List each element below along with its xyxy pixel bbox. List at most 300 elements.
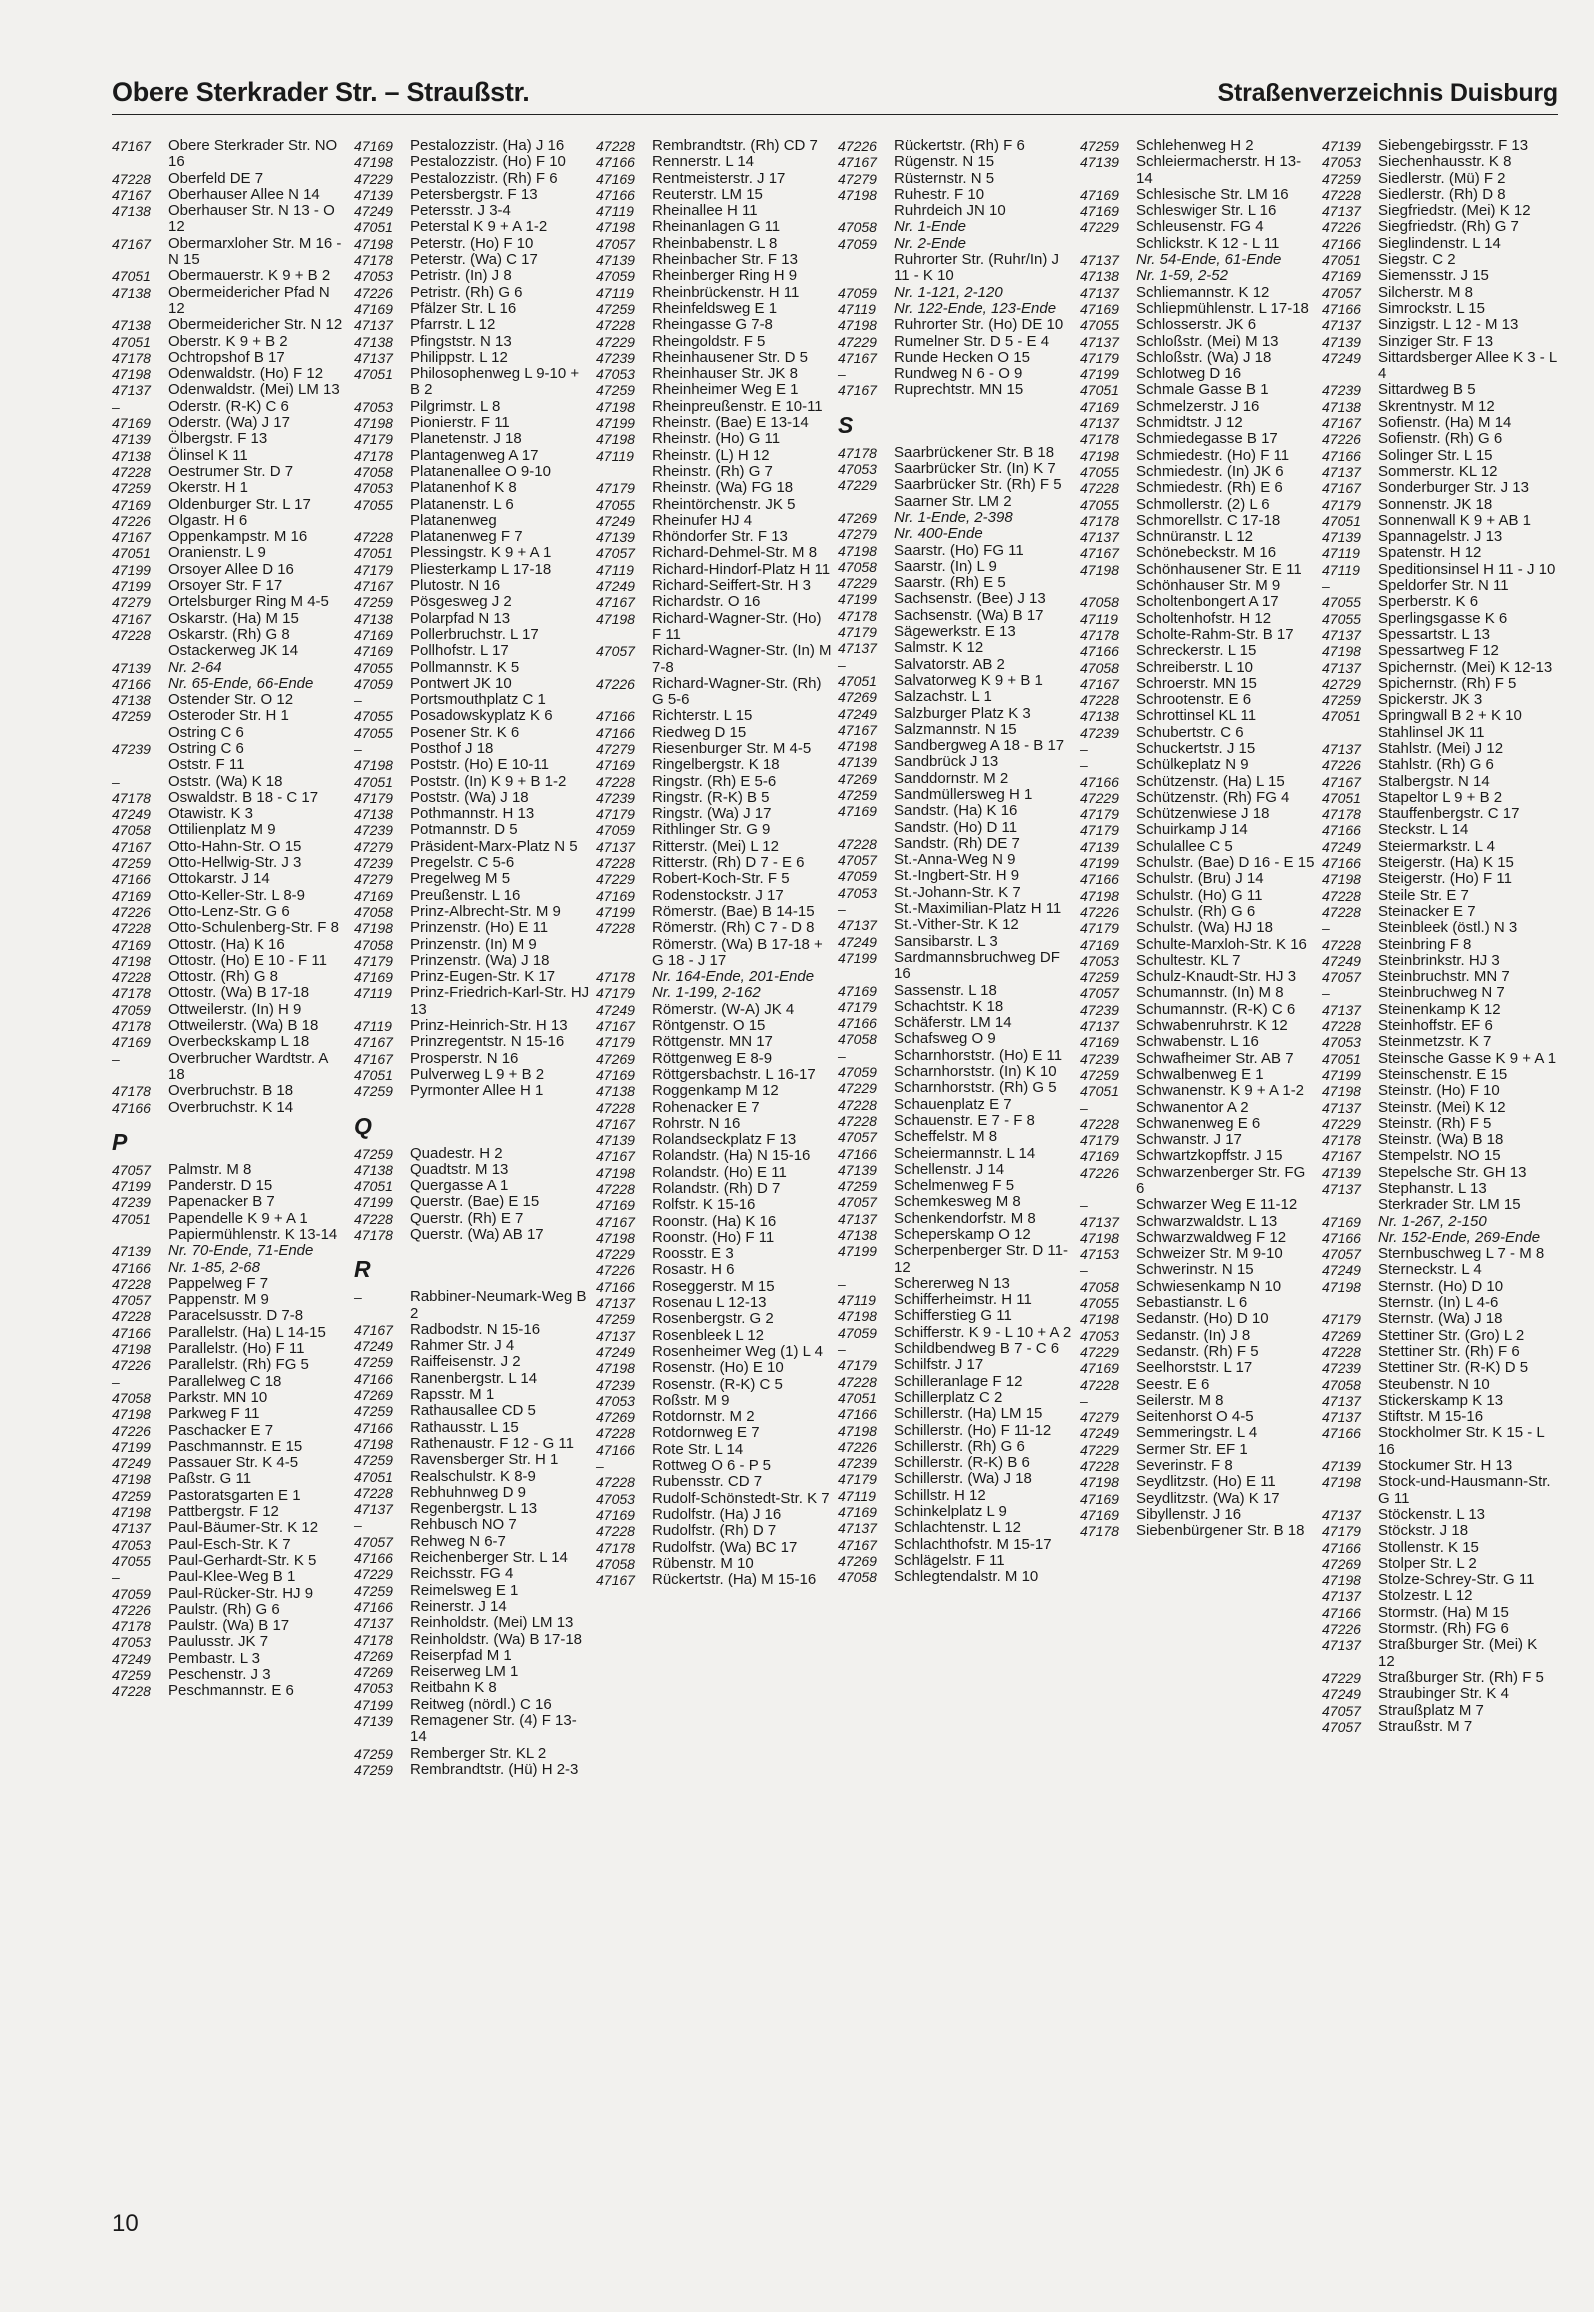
street-entry: [596, 643, 838, 676]
street-entry: [1080, 578, 1322, 594]
postal-code: 47259: [354, 1145, 393, 1162]
postal-code: 47199: [354, 1194, 393, 1211]
postal-code: 47055: [1080, 496, 1119, 513]
postal-code: 47169: [1080, 300, 1119, 317]
street-name: Prinzenstr. (In) M 9: [410, 935, 537, 953]
street-entry: [354, 1632, 596, 1648]
street-name: Parkweg F 11: [168, 1405, 260, 1423]
postal-code: 47137: [1080, 1213, 1119, 1230]
street-name: Peterstal K 9 + A 1-2: [410, 218, 548, 236]
postal-code: 47178: [112, 789, 151, 806]
street-entry: [838, 171, 1080, 187]
postal-code: 47137: [1322, 317, 1361, 334]
postal-code: 47249: [1322, 1686, 1361, 1703]
postal-code: 47053: [354, 398, 393, 415]
street-entry: [838, 624, 1080, 640]
postal-code: –: [596, 1458, 604, 1475]
postal-code: 47198: [1080, 561, 1119, 578]
postal-code: 47226: [1322, 757, 1361, 774]
street-name: St.-Johann-Str. K 7: [894, 883, 1021, 901]
postal-code: 47053: [1322, 154, 1361, 171]
street-entry: [354, 1018, 596, 1034]
postal-code: –: [1322, 578, 1330, 595]
street-entry: [112, 1325, 354, 1341]
street-name: Riesenburger Str. M 4-5: [652, 739, 812, 757]
postal-code: 47119: [838, 1487, 876, 1504]
postal-code: –: [112, 1569, 120, 1586]
street-entry: [354, 822, 596, 838]
street-name: Schweizer Str. M 9-10: [1136, 1245, 1283, 1263]
street-entry: [1322, 513, 1564, 529]
street-name: Schwarzer Weg E 11-12: [1136, 1196, 1298, 1214]
postal-code: 47239: [112, 1194, 151, 1211]
postal-code: 47259: [354, 1452, 393, 1469]
postal-code: 47051: [1322, 512, 1361, 529]
street-name: Philippstr. L 12: [410, 348, 508, 366]
street-name: Reichenberger Str. L 14: [410, 1549, 568, 1567]
street-entry: [596, 448, 838, 464]
street-entry: [354, 1322, 596, 1338]
postal-code: 47055: [354, 496, 393, 513]
street-entry: [112, 187, 354, 203]
street-name: Rückertstr. (Ha) M 15-16: [652, 1571, 817, 1589]
street-entry: [596, 1230, 838, 1246]
postal-code: 47199: [112, 578, 151, 595]
street-name: Schenkendorfstr. M 8: [894, 1209, 1036, 1227]
street-name: Parallelstr. (Ho) F 11: [168, 1340, 305, 1358]
street-entry: [1322, 219, 1564, 235]
postal-code: 47259: [838, 786, 877, 803]
postal-code: 47239: [1080, 1050, 1119, 1067]
street-entry: [354, 806, 596, 822]
street-name: Schroerstr. MN 15: [1136, 674, 1257, 692]
postal-code: 47226: [1322, 431, 1361, 448]
street-name: Rüsternstr. N 5: [894, 169, 995, 187]
street-name: Schloßstr. (Mei) M 13: [1136, 332, 1279, 350]
street-entry: [596, 1295, 838, 1311]
postal-code: –: [838, 901, 846, 918]
street-name: Spickerstr. JK 3: [1378, 691, 1483, 709]
street-entry: [838, 1292, 1080, 1308]
street-name: Overbruchstr. B 18: [168, 1082, 294, 1100]
postal-code: 47198: [112, 1471, 151, 1488]
street-name: Rosenbleek L 12: [652, 1326, 765, 1344]
street-entry: [1322, 643, 1564, 659]
postal-code: 47137: [1322, 1409, 1361, 1426]
postal-code: 47239: [354, 822, 393, 839]
street-entry: [1322, 660, 1564, 676]
street-name: Peschmannstr. E 6: [168, 1682, 294, 1700]
street-name: Steinbrinkstr. HJ 3: [1378, 951, 1500, 969]
street-entry: [1322, 611, 1564, 627]
street-name: Plessingstr. K 9 + A 1: [410, 544, 552, 562]
street-entry: [354, 513, 596, 529]
street-entry: [354, 839, 596, 855]
street-name: Odenwaldstr. (Mei) LM 13: [168, 381, 340, 399]
postal-code: 47058: [838, 558, 877, 575]
street-entry: [112, 1162, 354, 1178]
street-entry: [354, 1469, 596, 1485]
postal-code: 47198: [1080, 1229, 1119, 1246]
postal-code: 47228: [596, 317, 635, 334]
street-name: Nr. 1-Ende, 2-398: [894, 508, 1013, 526]
street-name: Ottostr. (Wa) B 17-18: [168, 984, 310, 1002]
postal-code: 47269: [354, 1647, 393, 1664]
street-name: Rheinufer HJ 4: [652, 511, 753, 529]
postal-code: 47119: [596, 203, 634, 220]
street-entry: [112, 1520, 354, 1536]
postal-code: 47269: [596, 1409, 635, 1426]
street-name: Schützenstr. (Rh) FG 4: [1136, 788, 1290, 806]
street-entry: [1080, 1132, 1322, 1148]
street-name: Reiserweg LM 1: [410, 1663, 519, 1681]
street-name: Paßstr. G 11: [168, 1470, 252, 1488]
street-name: Siebenbürgener Str. B 18: [1136, 1522, 1305, 1540]
street-name: Pestalozzistr. (Ha) J 16: [410, 137, 565, 154]
street-entry: [1080, 1344, 1322, 1360]
postal-code: 47279: [838, 170, 877, 187]
street-entry: [112, 350, 354, 366]
postal-code: 47226: [596, 1262, 635, 1279]
street-entry: [1322, 448, 1564, 464]
street-name: Steinstr. (Rh) F 5: [1378, 1114, 1492, 1132]
street-name: Quadtstr. M 13: [410, 1160, 509, 1178]
street-entry: [838, 1325, 1080, 1341]
street-name: Orsoyer Allee D 16: [168, 560, 294, 578]
street-entry: [596, 1034, 838, 1050]
street-name: Steigerstr. (Ha) K 15: [1378, 854, 1514, 872]
postal-code: 47199: [838, 591, 877, 608]
street-entry: [1322, 1670, 1564, 1686]
street-entry: [354, 1550, 596, 1566]
street-name: Richard-Dehmel-Str. M 8: [652, 544, 818, 562]
street-name: Poststr. (Wa) J 18: [410, 788, 529, 806]
postal-code: 47169: [112, 887, 151, 904]
street-entry: [112, 1018, 354, 1034]
postal-code: 47169: [1080, 1034, 1119, 1051]
street-name: Prinz-Heinrich-Str. H 13: [410, 1017, 568, 1035]
street-entry: [354, 1485, 596, 1501]
postal-code: 47137: [1322, 626, 1361, 643]
street-entry: [596, 1132, 838, 1148]
street-name: Sandbrück J 13: [894, 753, 999, 771]
street-entry: [112, 1390, 354, 1406]
street-name: Schillstr. H 12: [894, 1486, 986, 1504]
street-name: Rheingasse G 7-8: [652, 316, 773, 334]
street-entry: [354, 660, 596, 676]
street-entry: [354, 1083, 596, 1099]
street-entry: [838, 334, 1080, 350]
postal-code: 47139: [596, 529, 635, 546]
street-entry: [112, 1504, 354, 1520]
postal-code: 47051: [112, 268, 151, 285]
street-entry: [354, 1501, 596, 1517]
postal-code: 47137: [354, 1615, 393, 1632]
street-entry: [1080, 985, 1322, 1001]
street-entry: [354, 1746, 596, 1762]
street-entry: [1322, 1507, 1564, 1523]
street-name: Rembrandtstr. (Hü) H 2-3: [410, 1760, 579, 1778]
street-entry: [1080, 627, 1322, 643]
postal-code: 47198: [112, 952, 151, 969]
street-entry: [596, 415, 838, 431]
postal-code: 47169: [1080, 1506, 1119, 1523]
postal-code: 47199: [1322, 1066, 1361, 1083]
street-name: Stauffenbergstr. C 17: [1378, 805, 1520, 823]
postal-code: 47178: [838, 607, 877, 624]
postal-code: 47153: [1080, 1246, 1119, 1263]
street-name: Sandstr. (Ho) D 11: [894, 818, 1018, 836]
postal-code: 47051: [354, 366, 393, 383]
street-entry: [112, 1651, 354, 1667]
postal-code: 47229: [596, 333, 635, 350]
postal-code: 47057: [354, 1533, 393, 1550]
street-name: Oberhauser Allee N 14: [168, 185, 320, 203]
street-entry: [1080, 1197, 1322, 1213]
street-entry: [596, 366, 838, 382]
street-entry: [838, 317, 1080, 333]
street-entry: [1080, 594, 1322, 610]
street-name: Rheinallee H 11: [652, 202, 758, 220]
postal-code: 47179: [596, 480, 635, 497]
street-entry: [1322, 1360, 1564, 1376]
postal-code: 47198: [838, 186, 877, 203]
street-entry: [112, 1439, 354, 1455]
street-name: Pfingststr. N 13: [410, 332, 512, 350]
postal-code: –: [1080, 740, 1088, 757]
postal-code: 47269: [838, 770, 877, 787]
street-name: Nr. 54-Ende, 61-Ende: [1136, 251, 1282, 269]
street-entry: [838, 526, 1080, 542]
street-entry: [596, 855, 838, 871]
street-name: Rosenstr. (R-K) C 5: [652, 1375, 783, 1393]
street-name: Saarstr. (Rh) E 5: [894, 574, 1006, 592]
street-entry: [112, 562, 354, 578]
street-entry: [112, 757, 354, 773]
postal-code: 47137: [1322, 463, 1361, 480]
street-entry: [112, 1423, 354, 1439]
street-name: Roggenkamp M 12: [652, 1082, 779, 1100]
street-name: Salzmannstr. N 15: [894, 720, 1017, 738]
street-entry: [354, 920, 596, 936]
postal-code: 47057: [1322, 1246, 1361, 1263]
section-letter: R: [354, 1256, 371, 1283]
street-name: Sinziger Str. F 13: [1378, 332, 1494, 350]
street-entry: [1322, 920, 1564, 936]
street-name: Scharnhorststr. (Rh) G 5: [894, 1079, 1057, 1097]
postal-code: 47137: [1322, 1392, 1361, 1409]
postal-code: 47055: [596, 496, 635, 513]
street-entry: [1080, 203, 1322, 219]
postal-code: 47228: [112, 920, 151, 937]
street-entry: [1322, 676, 1564, 692]
street-entry: [596, 154, 838, 170]
page-header: [112, 74, 1558, 115]
street-name: Schulallee C 5: [1136, 837, 1233, 855]
street-entry: [1080, 464, 1322, 480]
street-name: Seydlitzstr. (Ho) E 11: [1136, 1473, 1276, 1491]
street-name: Siedlerstr. (Rh) D 8: [1378, 185, 1506, 203]
postal-code: 47166: [1322, 1539, 1361, 1556]
postal-code: 47198: [354, 415, 393, 432]
postal-code: 47198: [596, 1164, 635, 1181]
street-entry: [112, 1083, 354, 1099]
postal-code: [112, 643, 168, 659]
street-name: Papenacker B 7: [168, 1193, 275, 1211]
street-name: Schreiberstr. L 10: [1136, 658, 1254, 676]
street-entry: [596, 219, 838, 235]
street-entry: [1322, 953, 1564, 969]
postal-code: 47179: [1322, 496, 1361, 513]
postal-code: 47249: [596, 512, 635, 529]
street-name: Rumelner Str. D 5 - E 4: [894, 332, 1050, 350]
postal-code: [112, 757, 168, 773]
street-entry: [354, 301, 596, 317]
street-name: Oderstr. (Wa) J 17: [168, 414, 290, 432]
postal-code: 47169: [112, 936, 151, 953]
postal-code: 47167: [838, 1536, 877, 1553]
postal-code: 47059: [838, 868, 877, 885]
street-entry: [838, 301, 1080, 317]
street-entry: [1080, 1165, 1322, 1198]
street-name: Rentmeisterstr. J 17: [652, 169, 786, 187]
postal-code: 47053: [112, 1634, 151, 1651]
street-entry: [596, 480, 838, 496]
street-entry: [596, 1018, 838, 1034]
postal-code: 47119: [1322, 545, 1360, 562]
street-name: Nr. 152-Ende, 269-Ende: [1378, 1228, 1541, 1246]
street-entry: [838, 901, 1080, 917]
street-name: Platanenhof K 8: [410, 479, 517, 497]
street-entry: [838, 252, 1080, 285]
street-entry: [596, 822, 838, 838]
street-entry: [596, 708, 838, 724]
street-name: Posadowskyplatz K 6: [410, 707, 553, 725]
street-entry: [354, 594, 596, 610]
postal-code: 47053: [1080, 952, 1119, 969]
postal-code: 47226: [1322, 1621, 1361, 1638]
street-name: Reitweg (nördl.) C 16: [410, 1695, 552, 1713]
postal-code: –: [1080, 757, 1088, 774]
postal-code: 47169: [596, 757, 635, 774]
postal-code: 47166: [112, 1099, 151, 1116]
street-name: Stapeltor L 9 + B 2: [1378, 788, 1503, 806]
postal-code: 47051: [838, 1389, 877, 1406]
street-name: Prinz-Eugen-Str. K 17: [410, 968, 556, 986]
street-name: Seitenhorst O 4-5: [1136, 1408, 1254, 1426]
street-name: Sandmüllersweg H 1: [894, 785, 1033, 803]
postal-code: 47137: [1322, 659, 1361, 676]
street-name: Sperlingsgasse K 6: [1378, 609, 1508, 627]
postal-code: [1080, 236, 1136, 252]
street-name: Saarstr. (Ho) FG 11: [894, 541, 1024, 559]
street-entry: [1322, 1556, 1564, 1572]
street-name: Scharnhorststr. (In) K 10: [894, 1063, 1057, 1081]
street-name: Rottweg O 6 - P 5: [652, 1457, 771, 1475]
postal-code: 47166: [838, 1406, 877, 1423]
street-name: Spannagelstr. J 13: [1378, 528, 1503, 546]
postal-code: 47239: [1080, 1001, 1119, 1018]
street-name: Paschmannstr. E 15: [168, 1437, 303, 1455]
postal-code: –: [1322, 920, 1330, 937]
street-name: Severinstr. F 8: [1136, 1457, 1233, 1475]
street-entry: [1322, 301, 1564, 317]
street-entry: [1080, 317, 1322, 333]
postal-code: 47198: [112, 1341, 151, 1358]
postal-code: 47198: [354, 920, 393, 937]
street-entry: [1080, 366, 1322, 382]
postal-code: 47169: [1080, 1360, 1119, 1377]
postal-code: 47167: [1080, 675, 1119, 692]
street-entry: [838, 477, 1080, 493]
postal-code: 47167: [838, 721, 877, 738]
street-name: Rehweg N 6-7: [410, 1532, 506, 1550]
street-entry: [1080, 1116, 1322, 1132]
postal-code: 47166: [596, 154, 635, 171]
postal-code: 47228: [112, 626, 151, 643]
street-name: Speldorfer Str. N 11: [1378, 577, 1509, 595]
street-name: Schmale Gasse B 1: [1136, 381, 1269, 399]
street-name: Stettiner Str. (Gro) L 2: [1378, 1326, 1525, 1344]
street-name: Rolandstr. (Ho) E 11: [652, 1163, 787, 1181]
street-entry: [112, 529, 354, 545]
postal-code: 47057: [838, 1129, 877, 1146]
postal-code: 47139: [112, 431, 151, 448]
postal-code: 47053: [354, 268, 393, 285]
street-entry: [354, 578, 596, 594]
street-entry: [112, 676, 354, 692]
postal-code: 47057: [596, 235, 635, 252]
street-entry: [112, 627, 354, 643]
postal-code: 47167: [596, 1115, 635, 1132]
street-name: Rodenstockstr. J 17: [652, 886, 784, 904]
postal-code: 47179: [596, 985, 635, 1002]
postal-code: 47138: [1322, 398, 1361, 415]
street-entry: [596, 920, 838, 936]
postal-code: 47199: [112, 1178, 151, 1195]
postal-code: 47178: [112, 349, 151, 366]
postal-code: –: [838, 1275, 846, 1292]
street-entry: [354, 1436, 596, 1452]
postal-code: 47055: [1080, 1295, 1119, 1312]
street-name: Schwanentor A 2: [1136, 1098, 1249, 1116]
street-name: Schlachtenstr. L 12: [894, 1519, 1022, 1537]
street-name: Schwabenstr. L 16: [1136, 1033, 1259, 1051]
postal-code: [112, 725, 168, 741]
street-entry: [112, 822, 354, 838]
street-entry: [1322, 1165, 1564, 1181]
postal-code: 47198: [1080, 1311, 1119, 1328]
street-entry: [838, 950, 1080, 983]
street-entry: [596, 1360, 838, 1376]
street-name: Paul-Esch-Str. K 7: [168, 1535, 291, 1553]
postal-code: 47137: [1322, 203, 1361, 220]
postal-code: 47139: [838, 754, 877, 771]
street-name: Oppenkampstr. M 16: [168, 528, 308, 546]
street-name: Reimelsweg E 1: [410, 1581, 519, 1599]
postal-code: 47137: [1080, 415, 1119, 432]
street-name: Nr. 1-Ende: [894, 218, 966, 236]
street-name: St.-Anna-Weg N 9: [894, 851, 1016, 869]
street-entry: [596, 904, 838, 920]
street-name: Rückertstr. (Rh) F 6: [894, 137, 1025, 154]
index-column: [1080, 138, 1322, 1778]
street-entry: [838, 1178, 1080, 1194]
street-name: Steinschenstr. E 15: [1378, 1065, 1508, 1083]
postal-code: 47058: [112, 1389, 151, 1406]
street-name: Spichernstr. (Rh) F 5: [1378, 674, 1517, 692]
street-entry: [354, 203, 596, 219]
